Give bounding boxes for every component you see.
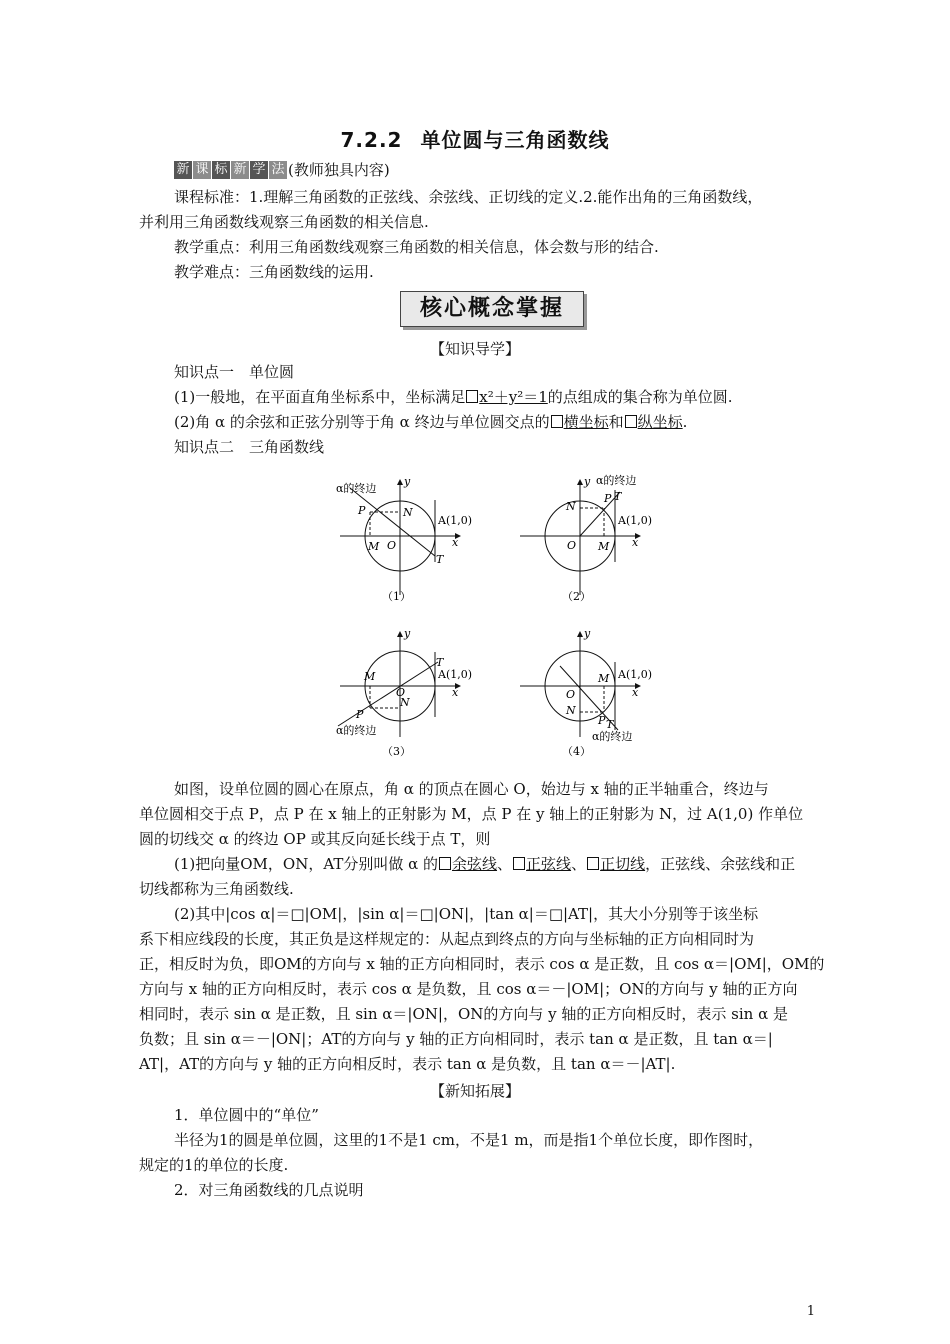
knowledge-2-heading: 知识点二 三角函数线 <box>174 438 325 456</box>
point-label: N <box>566 704 576 717</box>
section-number: 7.2.2 <box>340 128 403 152</box>
axis-label: x <box>452 536 459 549</box>
badge-char: 学 <box>250 161 268 179</box>
badge-char: 标 <box>212 161 230 179</box>
figure-caption: （4） <box>562 745 591 758</box>
axis-label: y <box>584 627 591 640</box>
axis-label: y <box>584 475 591 488</box>
badge-note: (教师独具内容) <box>288 161 390 179</box>
badge-char: 法 <box>269 161 287 179</box>
badge-char: 新 <box>231 161 249 179</box>
text: (1)一般地，在平面直角坐标系中，坐标满足 <box>174 388 466 406</box>
section-guide-heading: 【知识导学】 <box>429 340 520 358</box>
point-label: P <box>356 708 364 721</box>
expand-heading-1: 1．单位圆中的“单位” <box>174 1106 319 1124</box>
figure-caption: （1） <box>382 590 411 603</box>
point-label: A(1,0) <box>438 514 473 527</box>
badge-char: 课 <box>193 161 211 179</box>
text: (1)把向量OM，ON，AT分别叫做 α 的 <box>174 855 439 873</box>
text: ，正弦线、余弦线和正 <box>645 855 796 873</box>
blank-box <box>625 415 637 428</box>
point-label: O <box>387 539 397 552</box>
point-label: P <box>598 714 606 727</box>
expand-para-1a: 半径为1的圆是单位圆，这里的1不是1 cm，不是1 m，而是指1个单位长度，即作图时， <box>174 1131 764 1149</box>
point-label: O <box>396 686 406 699</box>
blank-box <box>466 390 478 403</box>
badge-char: 新 <box>174 161 192 179</box>
point-label: P <box>604 492 612 505</box>
blank-box <box>513 857 525 870</box>
standard-line-1: 课程标准：1.理解三角函数的正弦线、余弦线、正切线的定义.2.能作出角的三角函数线， <box>174 188 763 206</box>
axis-label: y <box>404 475 411 488</box>
detail-line-3: 正，相反时为负，即OM的方向与 x 轴的正方向相同时，表示 cos α 是正数，且 cos α＝|OM|，OM的 <box>139 955 825 973</box>
point-label: M <box>368 540 380 553</box>
knowledge-1-p1 <box>174 387 854 407</box>
axis-label: y <box>404 627 411 640</box>
axis-label: x <box>452 686 459 699</box>
names-line-2: 切线都称为三角函数线. <box>139 880 294 898</box>
figure-caption: （2） <box>562 590 591 603</box>
key-point: 教学重点：利用三角函数线观察三角函数的相关信息，体会数与形的结合. <box>174 238 659 256</box>
text: 和 <box>608 413 624 431</box>
knowledge-1-heading: 知识点一 单位圆 <box>174 363 295 381</box>
names-line-1: (1)把向量OM，ON，AT分别叫做 α 的 余弦线、 正弦线、 正切线，正弦线、余弦线和正 <box>174 855 796 873</box>
figure-caption: （3） <box>382 745 411 758</box>
terminal-label: α的终边 <box>592 730 633 743</box>
terminal-line <box>338 662 438 726</box>
point-label: O <box>567 539 577 552</box>
point-label: M <box>598 540 610 553</box>
text: . <box>682 413 688 431</box>
blank-box <box>587 857 599 870</box>
title-text: 单位圆与三角函数线 <box>420 128 610 152</box>
blank-box <box>551 415 563 428</box>
detail-line-7: AT|，AT的方向与 y 轴的正方向相反时，表示 tan α 是负数，且 tan α＝－|AT|. <box>139 1055 676 1073</box>
page-number: 1 <box>806 1304 815 1319</box>
answer-sine-line: 正弦线 <box>526 855 572 873</box>
detail-line-6: 负数；且 sin α＝－|ON|；AT的方向与 y 轴的正方向相同时，表示 tan α 是正数，且 tan α＝| <box>139 1030 773 1048</box>
point-label: N <box>403 506 413 519</box>
difficult-point: 教学难点：三角函数线的运用. <box>174 263 374 281</box>
detail-line-5: 相同时，表示 sin α 是正数，且 sin α＝|ON|，ON的方向与 y 轴的正方向相反时，表示 sin α 是 <box>139 1005 788 1023</box>
text: (2)角 α 的余弦和正弦分别等于角 α 终边与单位圆交点的 <box>174 413 550 431</box>
answer-tangent-line: 正切线 <box>600 855 646 873</box>
para-line-2: 单位圆相交于点 P，点 P 在 x 轴上的正射影为 M，点 P 在 y 轴上的正射影为 N，过 A(1,0) 作单位 <box>139 805 804 823</box>
figure-2 <box>510 470 660 605</box>
point-label: N <box>566 500 576 513</box>
para-line-1: 如图，设单位圆的圆心在原点，角 α 的顶点在圆心 O，始边与 x 轴的正半轴重合，终边与 <box>174 780 769 798</box>
detail-line-2: 系下相应线段的长度，其正负是这样规定的：从起点到终点的方向与坐标轴的正方向相同时为 <box>139 930 755 948</box>
answer-ordinate: 纵坐标 <box>637 413 683 431</box>
figure-1 <box>330 470 480 605</box>
axis-label: x <box>632 686 639 699</box>
point-label: T <box>436 656 444 669</box>
terminal-label: α的终边 <box>336 724 377 737</box>
point-label: N <box>400 696 410 709</box>
answer-cosine-line: 余弦线 <box>452 855 498 873</box>
section-expand-heading: 【新知拓展】 <box>429 1082 520 1100</box>
point-label: T <box>436 553 444 566</box>
point-label: O <box>566 688 576 701</box>
standard-line-2: 并利用三角函数线观察三角函数的相关信息. <box>139 213 429 231</box>
answer-equation: x²＋y²＝1 <box>479 388 548 406</box>
para-line-3: 圆的切线交 α 的终边 OP 或其反向延长线于点 T，则 <box>139 830 491 848</box>
point-label: M <box>598 672 610 685</box>
detail-line-1: (2)其中|cos α|＝□|OM|，|sin α|＝□|ON|，|tan α|＝□|AT|，其大小分别等于该坐标 <box>174 905 759 923</box>
page-title <box>0 124 950 153</box>
point-label: P <box>358 504 366 517</box>
point-label: T <box>606 718 614 731</box>
point-label: T <box>614 490 622 503</box>
point-label: A(1,0) <box>618 668 653 681</box>
section-banner: 核心概念掌握 <box>400 291 584 327</box>
point-label: M <box>364 670 376 683</box>
point-label: A(1,0) <box>438 668 473 681</box>
answer-abscissa: 横坐标 <box>563 413 609 431</box>
expand-para-1b: 规定的1的单位的长度. <box>139 1156 289 1174</box>
axis-label: x <box>632 536 639 549</box>
figure-4 <box>510 622 660 762</box>
blank-box <box>439 857 451 870</box>
terminal-label: α的终边 <box>596 474 637 487</box>
text: 的点组成的集合称为单位圆. <box>547 388 733 406</box>
point-label: A(1,0) <box>618 514 653 527</box>
figure-3 <box>330 622 480 762</box>
expand-heading-2: 2．对三角函数线的几点说明 <box>174 1181 364 1199</box>
badge-row <box>174 159 390 180</box>
terminal-label: α的终边 <box>336 482 377 495</box>
knowledge-1-p2 <box>174 412 854 432</box>
detail-line-4: 方向与 x 轴的正方向相反时，表示 cos α 是负数，且 cos α＝－|OM|；ON的方向与 y 轴的正方向 <box>139 980 798 998</box>
